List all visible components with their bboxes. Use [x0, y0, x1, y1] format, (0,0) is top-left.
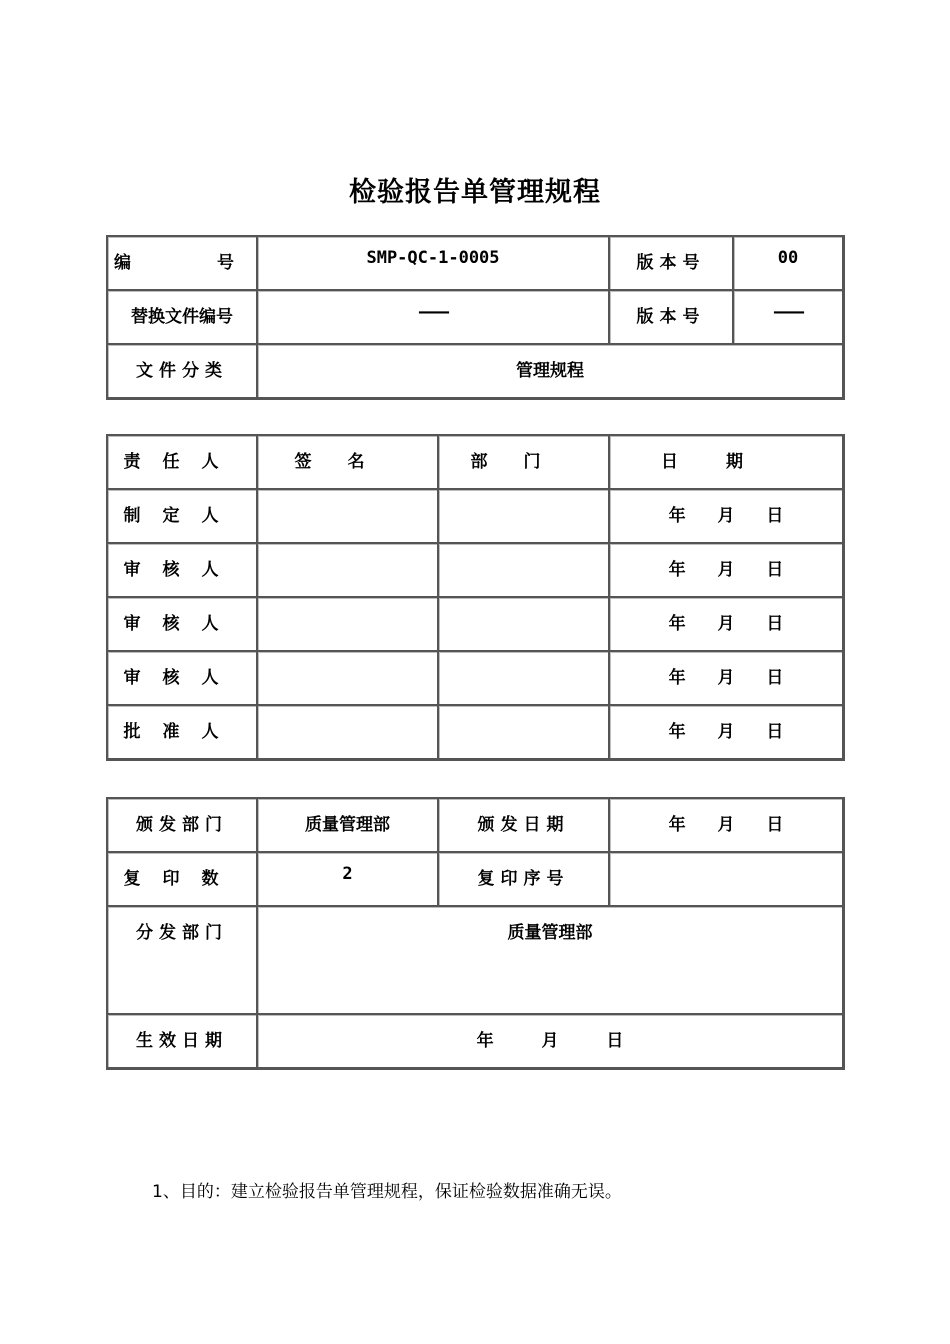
table-row: [108, 544, 844, 598]
signature-cell[interactable]: [258, 706, 439, 760]
department-cell[interactable]: [439, 652, 610, 706]
dist-dept-value: 质量管理部: [258, 907, 844, 1015]
date-cell: 年 月 日: [610, 598, 844, 652]
department-cell[interactable]: [439, 598, 610, 652]
responsibility-table: [106, 434, 845, 761]
replace-version-label: 版本号: [610, 291, 734, 345]
date-cell: 年 月 日: [610, 652, 844, 706]
role-cell: 审核人: [108, 598, 258, 652]
purpose-paragraph: 1、目的：建立检验报告单管理规程，保证检验数据准确无误。: [152, 1182, 622, 1202]
category-value: 管理规程: [258, 345, 844, 399]
version-label: 版本号: [610, 237, 734, 291]
dist-dept-label: 分发部门: [108, 907, 258, 1015]
signature-cell[interactable]: [258, 598, 439, 652]
table-row: [108, 490, 844, 544]
column-responsible: 责任人: [108, 436, 258, 490]
category-label: 文件分类: [108, 345, 258, 399]
table-row: [108, 652, 844, 706]
replace-version-value: ——: [734, 291, 844, 345]
department-cell[interactable]: [439, 490, 610, 544]
date-cell: 年 月 日: [610, 544, 844, 598]
copy-serial-label: 复印序号: [439, 853, 610, 907]
signature-cell[interactable]: [258, 490, 439, 544]
column-date: 日期: [610, 436, 844, 490]
signature-cell[interactable]: [258, 544, 439, 598]
date-cell: 年 月 日: [610, 490, 844, 544]
issue-date-label: 颁发日期: [439, 799, 610, 853]
column-signature: 签名: [258, 436, 439, 490]
document-title: 检验报告单管理规程: [349, 177, 601, 208]
version-value: 00: [734, 237, 844, 291]
table-row: [108, 598, 844, 652]
signature-cell[interactable]: [258, 652, 439, 706]
department-cell[interactable]: [439, 544, 610, 598]
replace-label: 替换文件编号: [108, 291, 258, 345]
code-value: SMP-QC-1-0005: [258, 237, 610, 291]
code-label: 编号: [108, 237, 258, 291]
copies-value: 2: [258, 853, 439, 907]
role-cell: 批准人: [108, 706, 258, 760]
issue-date-value: 年 月 日: [610, 799, 844, 853]
effective-date-label: 生效日期: [108, 1015, 258, 1069]
department-cell[interactable]: [439, 706, 610, 760]
table-row: [108, 706, 844, 760]
copy-serial-value[interactable]: [610, 853, 844, 907]
replace-value: ——: [258, 291, 610, 345]
date-cell: 年 月 日: [610, 706, 844, 760]
issue-dept-value: 质量管理部: [258, 799, 439, 853]
document-header-table: [106, 235, 845, 400]
role-cell: 审核人: [108, 652, 258, 706]
copies-label: 复印数: [108, 853, 258, 907]
distribution-table: [106, 797, 845, 1070]
column-department: 部门: [439, 436, 610, 490]
role-cell: 审核人: [108, 544, 258, 598]
role-cell: 制定人: [108, 490, 258, 544]
effective-date-value: 年 月 日: [258, 1015, 844, 1069]
issue-dept-label: 颁发部门: [108, 799, 258, 853]
